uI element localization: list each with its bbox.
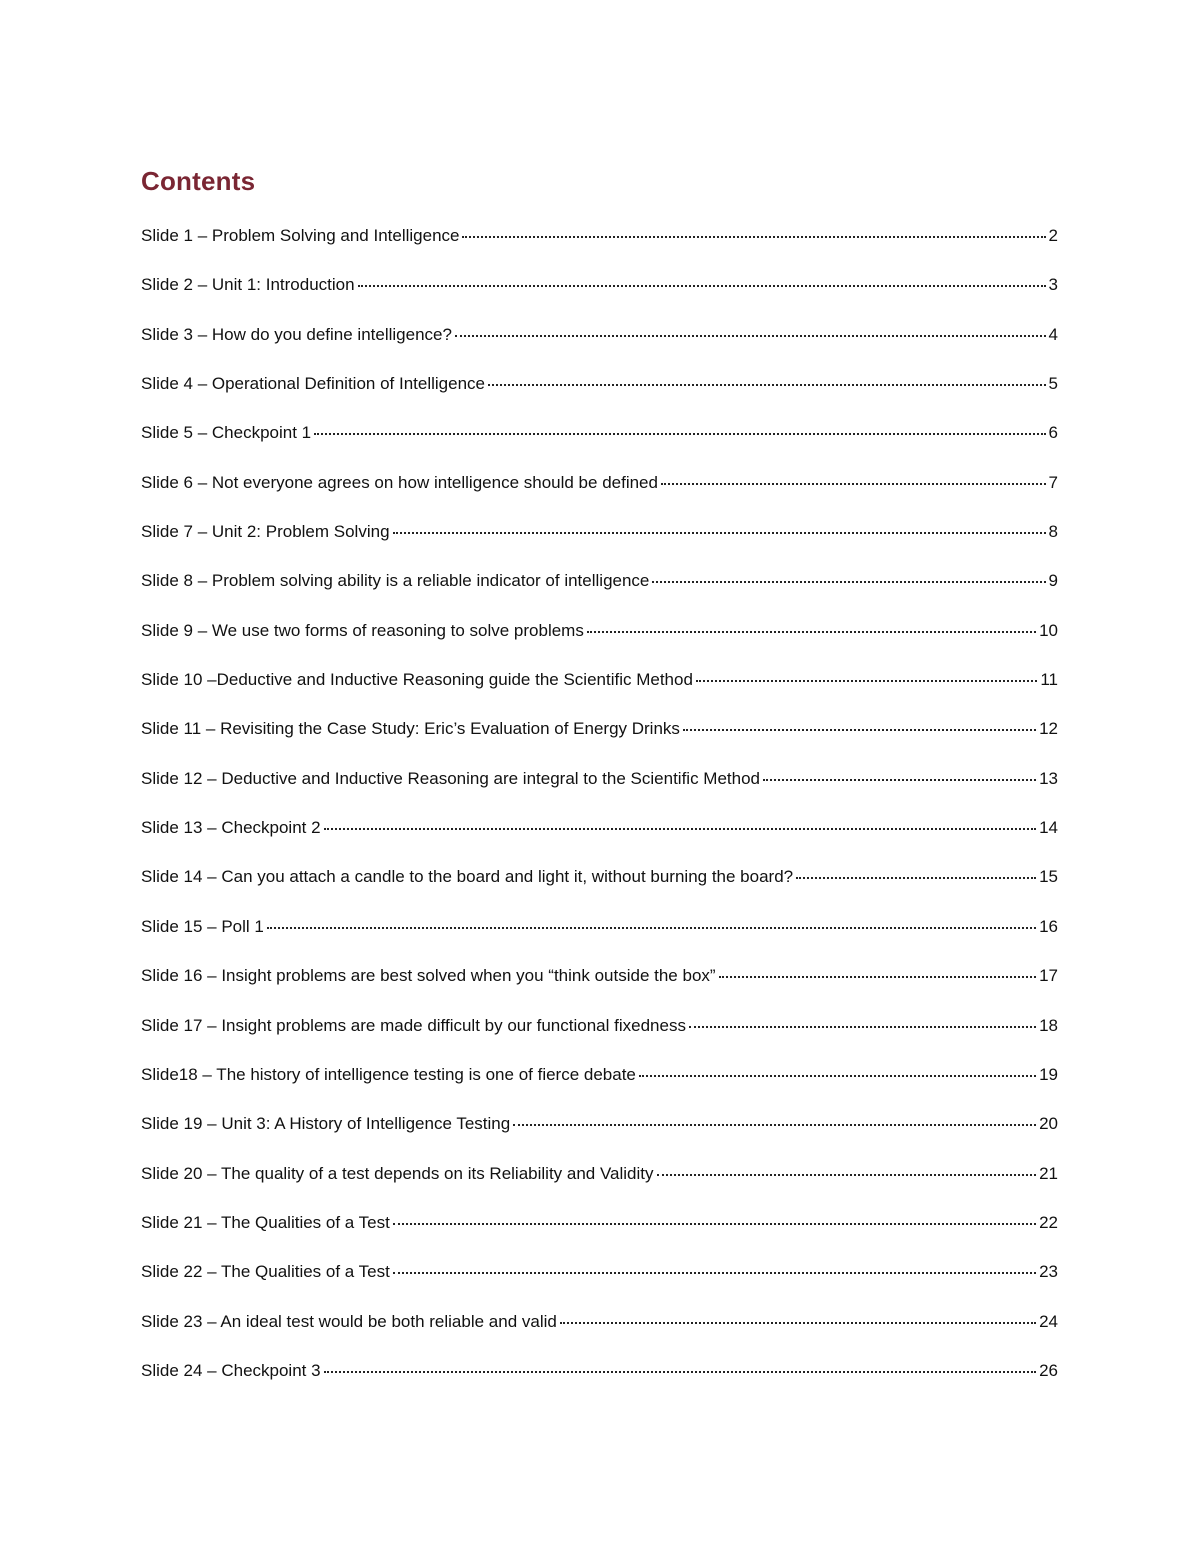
dot-leader bbox=[763, 777, 1036, 781]
toc-page-number: 19 bbox=[1039, 1064, 1058, 1084]
toc-entry[interactable] bbox=[141, 618, 1058, 667]
toc-entry[interactable] bbox=[141, 519, 1058, 568]
toc-entry[interactable] bbox=[141, 1013, 1058, 1062]
dot-leader bbox=[696, 678, 1037, 682]
toc-entry[interactable] bbox=[141, 1358, 1058, 1407]
toc-page-number: 4 bbox=[1048, 324, 1058, 344]
dot-leader bbox=[683, 727, 1036, 731]
toc-page-number: 10 bbox=[1039, 620, 1058, 640]
dot-leader bbox=[393, 530, 1046, 534]
toc-page-number: 12 bbox=[1039, 719, 1058, 739]
toc-page-number: 21 bbox=[1039, 1163, 1058, 1183]
dot-leader bbox=[393, 1270, 1036, 1274]
dot-leader bbox=[324, 826, 1037, 830]
toc-entry-text: Slide 23 – An ideal test would be both reliable and valid bbox=[141, 1311, 557, 1331]
table-of-contents bbox=[141, 223, 1058, 1407]
dot-leader bbox=[657, 1172, 1037, 1176]
toc-page-number: 13 bbox=[1039, 768, 1058, 788]
toc-entry-text: Slide 15 – Poll 1 bbox=[141, 916, 264, 936]
dot-leader bbox=[267, 925, 1036, 929]
toc-page-number: 8 bbox=[1048, 522, 1058, 542]
toc-entry[interactable] bbox=[141, 667, 1058, 716]
toc-entry[interactable] bbox=[141, 568, 1058, 617]
toc-entry-text: Slide 24 – Checkpoint 3 bbox=[141, 1360, 321, 1380]
dot-leader bbox=[639, 1073, 1036, 1077]
toc-page-number: 6 bbox=[1048, 423, 1058, 443]
toc-page-number: 11 bbox=[1040, 670, 1058, 690]
dot-leader bbox=[652, 579, 1045, 583]
toc-entry-text: Slide 22 – The Qualities of a Test bbox=[141, 1262, 390, 1282]
toc-page-number: 20 bbox=[1039, 1114, 1058, 1134]
dot-leader bbox=[455, 333, 1046, 337]
toc-entry-text: Slide 2 – Unit 1: Introduction bbox=[141, 275, 355, 295]
toc-entry[interactable] bbox=[141, 963, 1058, 1012]
toc-entry-text: Slide 11 – Revisiting the Case Study: Eric’s Evaluation of Energy Drinks bbox=[141, 719, 680, 739]
toc-entry[interactable] bbox=[141, 1259, 1058, 1308]
toc-page-number: 2 bbox=[1048, 226, 1058, 245]
toc-entry-text: Slide 21 – The Qualities of a Test bbox=[141, 1212, 390, 1232]
toc-entry[interactable] bbox=[141, 470, 1058, 519]
dot-leader bbox=[689, 1024, 1036, 1028]
dot-leader bbox=[488, 382, 1046, 386]
toc-entry-text: Slide 7 – Unit 2: Problem Solving bbox=[141, 522, 390, 542]
toc-page-number: 3 bbox=[1048, 275, 1058, 295]
toc-entry[interactable] bbox=[141, 914, 1058, 963]
toc-entry[interactable] bbox=[141, 272, 1058, 321]
toc-entry[interactable] bbox=[141, 716, 1058, 765]
dot-leader bbox=[393, 1221, 1036, 1225]
toc-entry[interactable] bbox=[141, 815, 1058, 864]
toc-page-number: 18 bbox=[1039, 1015, 1058, 1035]
dot-leader bbox=[661, 481, 1046, 485]
toc-entry[interactable] bbox=[141, 1210, 1058, 1259]
toc-entry[interactable] bbox=[141, 371, 1058, 420]
toc-title: Contents bbox=[141, 166, 256, 196]
dot-leader bbox=[324, 1369, 1037, 1373]
toc-entry[interactable] bbox=[141, 1062, 1058, 1111]
toc-page-number: 14 bbox=[1039, 818, 1058, 838]
toc-page-number: 23 bbox=[1039, 1262, 1058, 1282]
toc-page-number: 24 bbox=[1039, 1311, 1058, 1331]
toc-entry-text: Slide 17 – Insight problems are made difficult by our functional fixedness bbox=[141, 1015, 686, 1035]
toc-entry-text: Slide 3 – How do you define intelligence? bbox=[141, 324, 452, 344]
toc-page-number: 7 bbox=[1048, 472, 1058, 492]
toc-entry-text: Slide18 – The history of intelligence testing is one of fierce debate bbox=[141, 1064, 636, 1084]
toc-entry-text: Slide 12 – Deductive and Inductive Reasoning are integral to the Scientific Method bbox=[141, 768, 760, 788]
toc-entry-text: Slide 20 – The quality of a test depends on its Reliability and Validity bbox=[141, 1163, 654, 1183]
toc-entry-text: Slide 5 – Checkpoint 1 bbox=[141, 423, 312, 443]
toc-entry[interactable] bbox=[141, 864, 1058, 913]
dot-leader bbox=[796, 875, 1036, 879]
toc-entry[interactable] bbox=[141, 1161, 1058, 1210]
toc-page-number: 9 bbox=[1048, 571, 1058, 591]
dot-leader bbox=[358, 283, 1046, 287]
toc-entry[interactable] bbox=[141, 223, 1058, 272]
toc-entry-text: Slide 19 – Unit 3: A History of Intelligence Testing bbox=[141, 1114, 511, 1134]
toc-entry-text: Slide 10 –Deductive and Inductive Reasoning guide the Scientific Method bbox=[141, 670, 693, 690]
toc-page-number: 16 bbox=[1039, 916, 1058, 936]
toc-entry[interactable] bbox=[141, 766, 1058, 815]
dot-leader bbox=[314, 431, 1045, 435]
toc-entry-text: Slide 6 – Not everyone agrees on how intelligence should be defined bbox=[141, 472, 658, 492]
toc-page-number: 26 bbox=[1039, 1360, 1058, 1380]
toc-entry-text: Slide 8 – Problem solving ability is a reliable indicator of intelligence bbox=[141, 571, 650, 591]
toc-page-number: 15 bbox=[1039, 867, 1058, 887]
toc-entry[interactable] bbox=[141, 420, 1058, 469]
toc-entry-text: Slide 1 – Problem Solving and Intelligence bbox=[141, 226, 460, 245]
toc-entry-text: Slide 16 – Insight problems are best solved when you “think outside the box” bbox=[141, 966, 716, 986]
dot-leader bbox=[719, 974, 1037, 978]
toc-page-number: 5 bbox=[1048, 374, 1058, 394]
toc-entry-text: Slide 9 – We use two forms of reasoning to solve problems bbox=[141, 620, 584, 640]
toc-entry-text: Slide 4 – Operational Definition of Intelligence bbox=[141, 374, 485, 394]
toc-page-number: 17 bbox=[1039, 966, 1058, 986]
toc-page-number: 22 bbox=[1039, 1212, 1058, 1232]
toc-entry[interactable] bbox=[141, 322, 1058, 371]
toc-entry[interactable] bbox=[141, 1309, 1058, 1358]
toc-entry-text: Slide 14 – Can you attach a candle to the board and light it, without burning the board? bbox=[141, 867, 794, 887]
dot-leader bbox=[462, 234, 1045, 238]
dot-leader bbox=[560, 1320, 1036, 1324]
toc-entry[interactable] bbox=[141, 1111, 1058, 1160]
toc-entry-text: Slide 13 – Checkpoint 2 bbox=[141, 818, 321, 838]
dot-leader bbox=[513, 1122, 1036, 1126]
dot-leader bbox=[587, 629, 1036, 633]
